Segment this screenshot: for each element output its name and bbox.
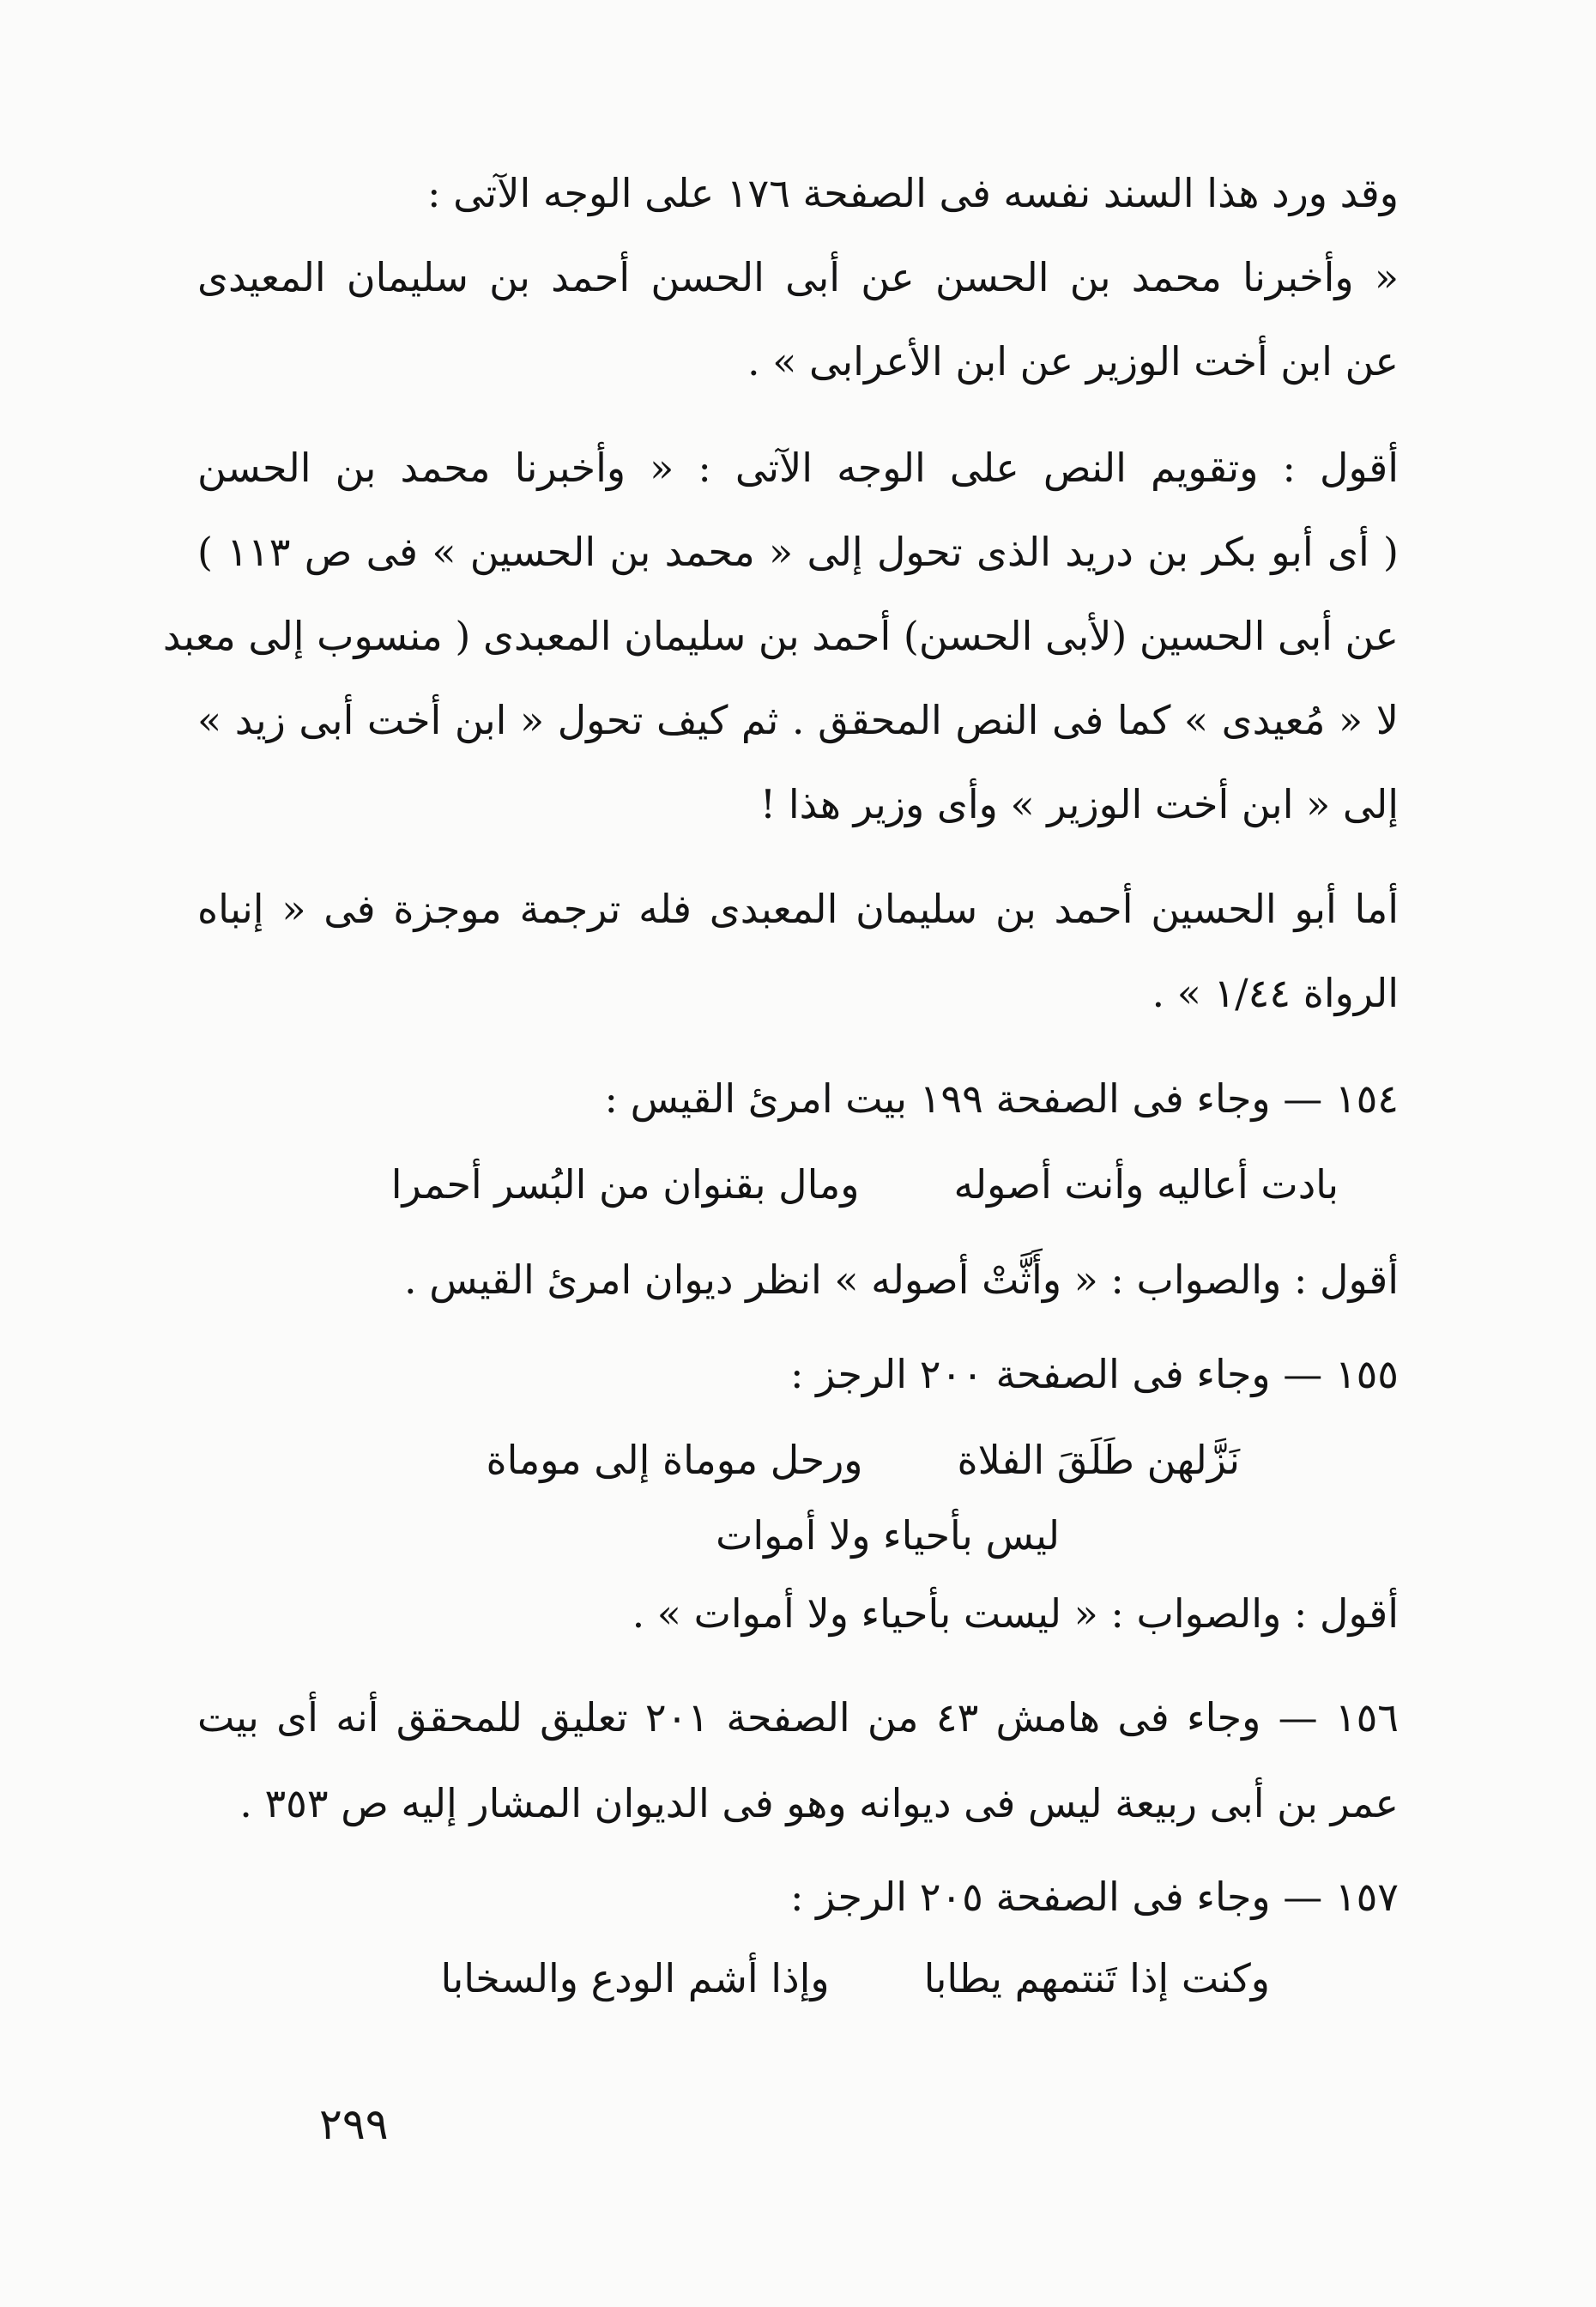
verse-155-line-2: ليس بأحياء ولا أموات [716,1512,1060,1559]
entry-157-heading: ١٥٧ — وجاء فى الصفحة ٢٠٥ الرجز : [789,1874,1399,1920]
note-line-2: الرواة ١/٤٤ » . [1152,970,1399,1016]
comment-line-3: عن أبى الحسين (لأبى الحسن) أحمد بن سليمان المعبدى ( منسوب إلى معبد [162,613,1399,659]
verse-155-second-part: ورحل موماة إلى موماة [486,1437,863,1483]
verse-157-second-hemistich: وإذا أشم الودع والسخابا [440,1955,830,2001]
entry-156-line-1: ١٥٦ — وجاء فى هامش ٤٣ من الصفحة ٢٠١ تعليق للمحقق أنه أى بيت [197,1694,1399,1741]
page-number: ٢٩٩ [319,2099,389,2149]
verse-155-first-part: نَزَّلهن طَلَقَ الفلاة [957,1437,1240,1483]
quote-line-1: « وأخبرنا محمد بن الحسن عن أبى الحسن أحمد بن سليمان المعيدى [197,254,1399,300]
comment-line-4: لا « مُعيدى » كما فى النص المحقق . ثم كيف تحول « ابن أخت أبى زيد » [197,697,1399,743]
entry-155-heading: ١٥٥ — وجاء فى الصفحة ٢٠٠ الرجز : [789,1351,1399,1397]
verse-157 [440,1948,1270,2008]
entry-154-correction: أقول : والصواب : « وأَثَّتْ أصوله » انظر ديوان امرئ القيس . [403,1256,1399,1303]
comment-line-5: إلى « ابن أخت الوزير » وأى وزير هذا ! [759,781,1399,827]
comment-line-1: أقول : وتقويم النص على الوجه الآتى : « وأخبرنا محمد بن الحسن [197,445,1399,491]
verse-154-second-hemistich: ومال بقنوان من البُسر أحمرا [390,1161,860,1208]
comment-line-2: ( أى أبو بكر بن دريد الذى تحول إلى « محمد بن الحسين » فى ص ١١٣ ) [197,529,1399,575]
verse-154-first-hemistich: بادت أعاليه وأنت أصوله [953,1161,1339,1208]
entry-156-line-2: عمر بن أبى ربيعة ليس فى ديوانه وهو فى الديوان المشار إليه ص ٣٥٣ . [239,1780,1399,1826]
entry-154-heading: ١٥٤ — وجاء فى الصفحة ١٩٩ بيت امرئ القيس : [604,1075,1399,1122]
text-line-1: وقد ورد هذا السند نفسه فى الصفحة ١٧٦ على الوجه الآتى : [426,170,1399,216]
entry-155-correction: أقول : والصواب : « ليست بأحياء ولا أموات » . [632,1590,1399,1637]
verse-154 [391,1154,1339,1214]
verse-157-first-hemistich: وكنت إذا تَنتمهم يطابا [923,1955,1270,2001]
quote-line-2: عن ابن أخت الوزير عن ابن الأعرابى » . [747,338,1399,384]
verse-155-line-1 [486,1430,1240,1490]
note-line-1: أما أبو الحسين أحمد بن سليمان المعبدى فله ترجمة موجزة فى « إنباه [197,886,1399,932]
